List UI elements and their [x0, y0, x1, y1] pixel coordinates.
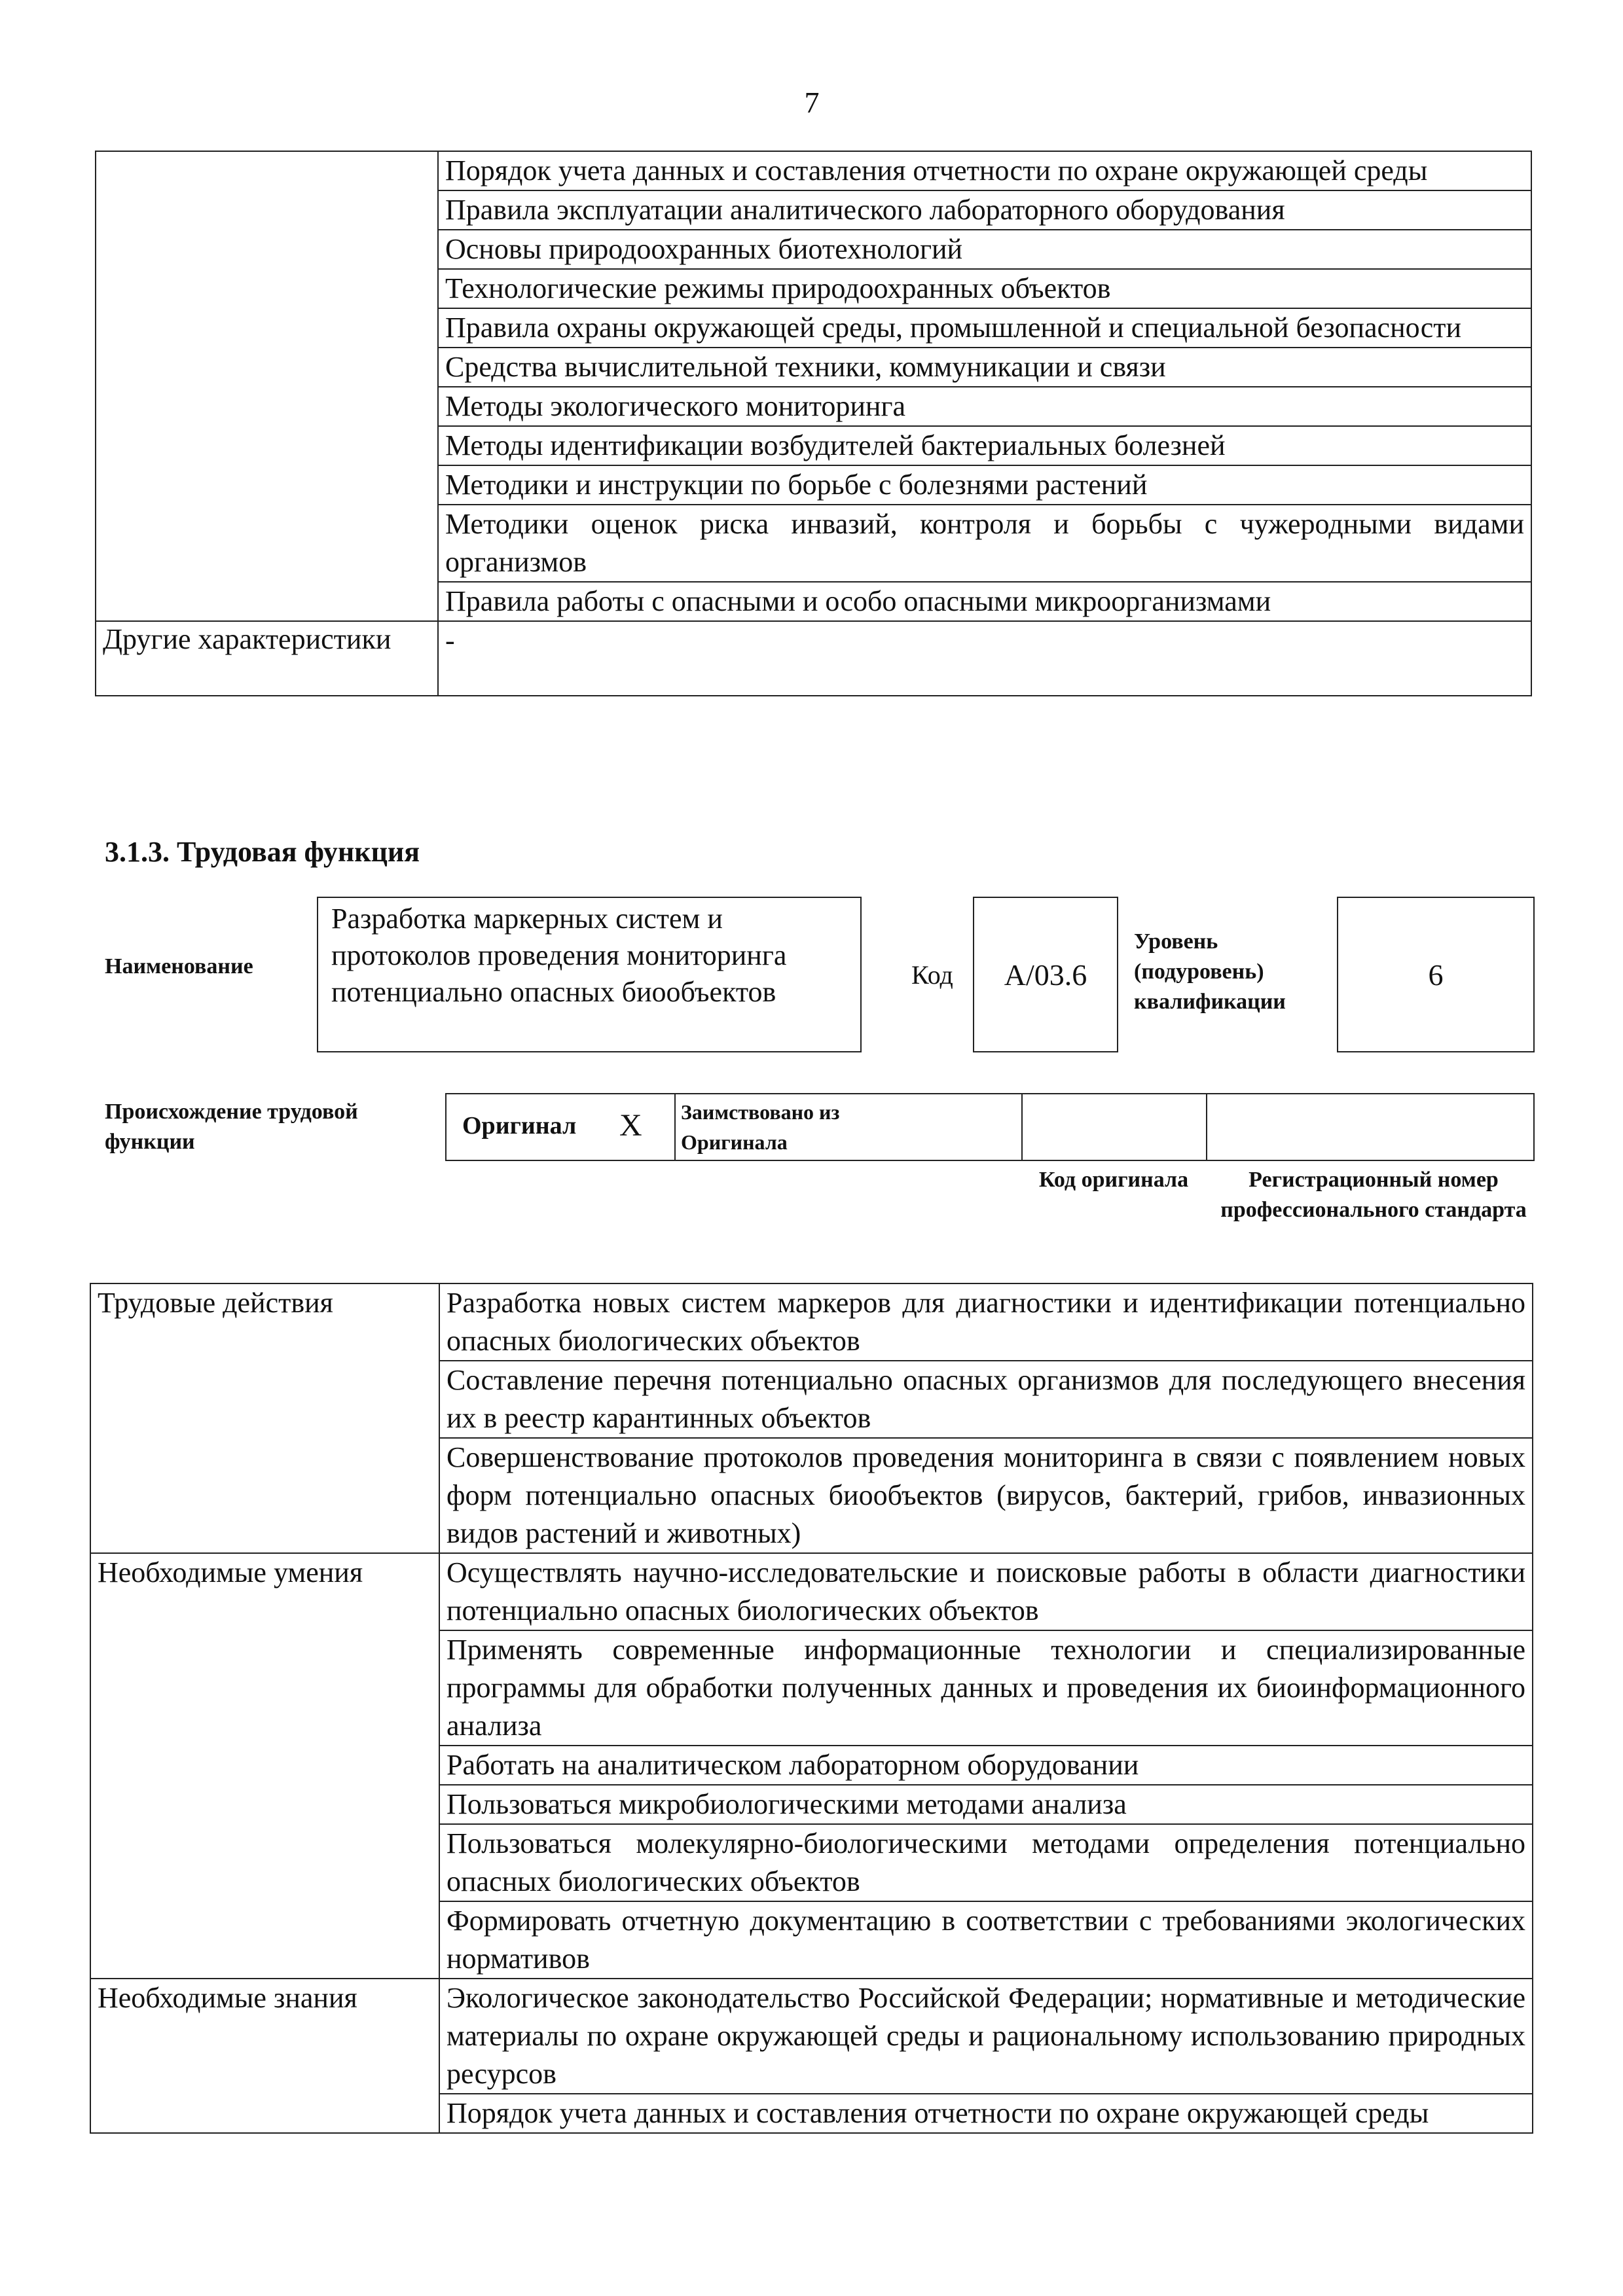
required-skill-item: Применять современные информационные технологии и специализированные программы для обработки полученных данных и проведения их биоинформационного анализа — [439, 1630, 1533, 1746]
original-mark: X — [619, 1108, 642, 1143]
origin-reg-number-cell — [1206, 1093, 1535, 1161]
required-skill-item: Осуществлять научно-исследовательские и поисковые работы в области диагностики потенциально опасных биологических объектов — [439, 1553, 1533, 1630]
function-name-value: Разработка маркерных систем и протоколов проведения мониторинга потенциально опасных биообъектов — [331, 903, 787, 1008]
code-original-caption: Код оригинала — [1038, 1168, 1189, 1192]
page-number: 7 — [804, 86, 820, 119]
required-skill-item: Пользоваться микробиологическими методами анализа — [439, 1785, 1533, 1824]
knowledge-item: Правила работы с опасными и особо опасными микроорганизмами — [438, 582, 1531, 621]
origin-label: Происхождение трудовой функции — [105, 1100, 358, 1154]
section-title: 3.1.3. Трудовая функция — [105, 836, 420, 868]
knowledge-item: Порядок учета данных и составления отчетности по охране окружающей среды — [438, 151, 1531, 190]
knowledge-item: Правила охраны окружающей среды, промышленной и специальной безопасности — [438, 308, 1531, 348]
knowledge-item: Средства вычислительной техники, коммуникации и связи — [438, 348, 1531, 387]
knowledge-item: Методики оценок риска инвазий, контроля и борьбы с чужеродными видами организмов — [438, 505, 1531, 582]
labor-action-item: Совершенствование протоколов проведения мониторинга в связи с появлением новых форм потенциально опасных биообъектов (вирусов, бактерий, грибов, инвазионных видов растений и животных) — [439, 1438, 1533, 1553]
qualification-level-box — [1337, 897, 1535, 1052]
knowledge-item: Методы экологического мониторинга — [438, 387, 1531, 426]
labor-actions-label: Трудовые действия — [90, 1283, 439, 1553]
borrowed-label: Заимствовано из Оригинала — [681, 1100, 840, 1154]
code-label: Код — [911, 960, 953, 990]
required-skill-item: Формировать отчетную документацию в соответствии с требованиями экологических нормативов — [439, 1901, 1533, 1979]
required-skill-item: Пользоваться молекулярно-биологическими методами определения потенциально опасных биологических объектов — [439, 1824, 1533, 1901]
table-row — [90, 1553, 1533, 1630]
reg-number-caption: Регистрационный номер профессионального стандарта — [1220, 1168, 1527, 1222]
origin-code-cell — [1021, 1093, 1207, 1161]
qualification-level-value: 6 — [1428, 958, 1444, 992]
qualification-level-label: Уровень (подуровень) квалификации — [1134, 929, 1286, 1014]
other-characteristics-label: Другие характеристики — [96, 621, 438, 696]
other-characteristics-value: - — [438, 621, 1531, 696]
knowledge-label-cell — [96, 151, 438, 621]
required-knowledge-label: Необходимые знания — [90, 1979, 439, 2133]
table-row — [96, 151, 1531, 190]
labor-action-item: Составление перечня потенциально опасных организмов для последующего внесения их в реестр карантинных объектов — [439, 1361, 1533, 1438]
name-label: Наименование — [105, 954, 253, 978]
knowledge-item: Методы идентификации возбудителей бактериальных болезней — [438, 426, 1531, 465]
original-label: Оригинал — [462, 1112, 577, 1139]
code-value: А/03.6 — [1004, 958, 1087, 992]
table-row — [90, 1283, 1533, 1361]
function-name-box — [317, 897, 862, 1052]
labor-action-item: Разработка новых систем маркеров для диагностики и идентификации потенциально опасных биологических объектов — [439, 1283, 1533, 1361]
required-knowledge-item: Экологическое законодательство Российской Федерации; нормативные и методические материалы по охране окружающей среды и рациональному использованию природных ресурсов — [439, 1979, 1533, 2094]
required-knowledge-item: Порядок учета данных и составления отчетности по охране окружающей среды — [439, 2094, 1533, 2133]
knowledge-item: Правила эксплуатации аналитического лабораторного оборудования — [438, 190, 1531, 230]
knowledge-table-continued — [95, 151, 1532, 696]
origin-borrowed-cell — [674, 1093, 1023, 1161]
code-box — [973, 897, 1118, 1052]
required-skills-label: Необходимые умения — [90, 1553, 439, 1979]
labor-function-table — [90, 1283, 1533, 2134]
origin-original-cell — [445, 1093, 676, 1161]
required-skill-item: Работать на аналитическом лабораторном оборудовании — [439, 1746, 1533, 1785]
knowledge-item: Технологические режимы природоохранных объектов — [438, 269, 1531, 308]
table-row — [96, 621, 1531, 696]
table-row — [90, 1979, 1533, 2094]
knowledge-item: Методики и инструкции по борьбе с болезнями растений — [438, 465, 1531, 505]
knowledge-item: Основы природоохранных биотехнологий — [438, 230, 1531, 269]
